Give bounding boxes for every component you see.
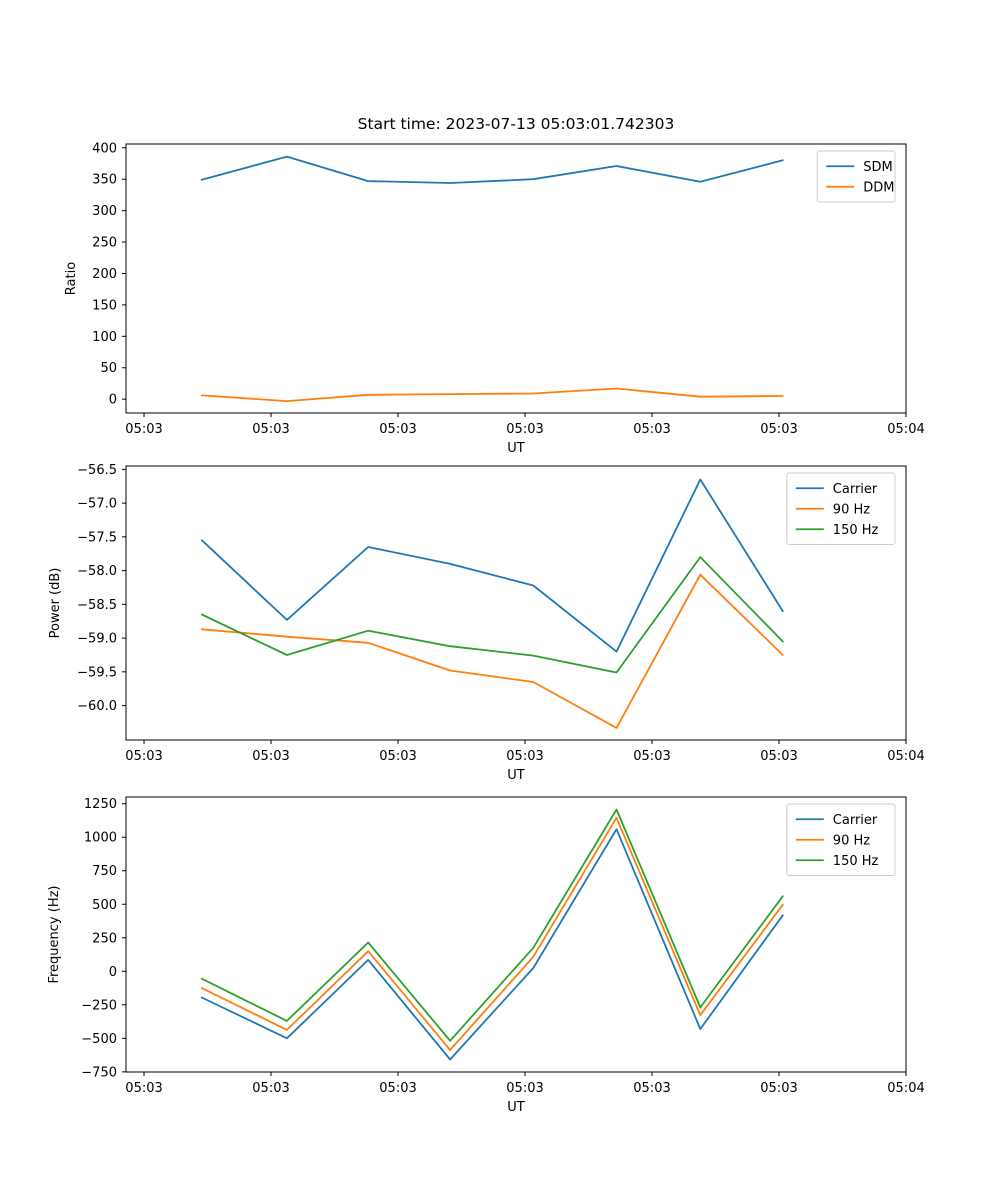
y-tick-label: −56.5	[77, 462, 117, 478]
series-line-carrier	[202, 480, 783, 652]
x-tick-label: 05:03	[633, 749, 671, 764]
x-tick-label: 05:03	[760, 422, 798, 437]
x-tick-label: 05:03	[252, 1081, 290, 1096]
axes-border-0	[126, 144, 906, 413]
y-tick-label: 500	[92, 897, 117, 913]
legend-label-carrier: Carrier	[832, 481, 878, 497]
y-tick-label: 1250	[83, 797, 117, 813]
legend-label-carrier: Carrier	[832, 812, 878, 828]
y-tick-label: −59.0	[77, 631, 117, 647]
y-tick-label: 250	[92, 235, 117, 251]
x-tick-label: 05:03	[760, 749, 798, 764]
x-tick-label: 05:03	[633, 422, 671, 437]
x-tick-label: 05:03	[252, 749, 290, 764]
y-tick-label: 0	[108, 964, 117, 980]
x-tick-label: 05:03	[506, 749, 544, 764]
y-tick-label: −250	[81, 998, 117, 1014]
y-tick-label: 350	[92, 172, 117, 188]
x-tick-label: 05:03	[379, 749, 417, 764]
y-tick-label: −57.0	[77, 496, 117, 512]
y-tick-label: −57.5	[77, 530, 117, 546]
legend-label-sdm: SDM	[863, 159, 893, 175]
y-tick-label: 750	[92, 864, 117, 880]
series-line-90-hz	[202, 818, 783, 1050]
series-line-carrier	[202, 829, 783, 1059]
x-axis-label: UT	[507, 1100, 525, 1115]
x-tick-label: 05:03	[379, 422, 417, 437]
x-tick-label: 05:03	[125, 749, 163, 764]
y-tick-label: 200	[92, 266, 117, 282]
x-tick-label: 05:03	[633, 1081, 671, 1096]
x-axis-label: UT	[507, 768, 525, 783]
legend-label-90-hz: 90 Hz	[832, 833, 871, 849]
x-tick-label: 05:03	[379, 1081, 417, 1096]
x-tick-label: 05:04	[887, 749, 925, 764]
legend-label-ddm: DDM	[863, 180, 895, 196]
y-tick-label: 300	[92, 204, 117, 220]
y-tick-label: 400	[92, 141, 117, 157]
legend-label-90-hz: 90 Hz	[832, 502, 871, 518]
series-line-ddm	[202, 389, 783, 402]
legend-label-150-hz: 150 Hz	[832, 853, 879, 869]
y-tick-label: 100	[92, 329, 117, 345]
y-tick-label: 250	[92, 931, 117, 947]
y-tick-label: −60.0	[77, 699, 117, 715]
y-tick-label: 150	[92, 298, 117, 314]
x-tick-label: 05:03	[125, 1081, 163, 1096]
y-tick-label: −58.5	[77, 597, 117, 613]
x-tick-label: 05:03	[506, 1081, 544, 1096]
x-tick-label: 05:03	[125, 422, 163, 437]
x-tick-label: 05:04	[887, 422, 925, 437]
y-axis-label: Frequency (Hz)	[47, 885, 62, 984]
y-tick-label: 50	[100, 361, 117, 377]
y-axis-label: Power (dB)	[48, 567, 63, 639]
chart-title: Start time: 2023-07-13 05:03:01.742303	[357, 115, 675, 133]
x-tick-label: 05:03	[506, 422, 544, 437]
x-tick-label: 05:03	[760, 1081, 798, 1096]
y-tick-label: 1000	[83, 830, 117, 846]
series-line-sdm	[202, 157, 783, 183]
y-tick-label: −59.5	[77, 665, 117, 681]
x-tick-label: 05:03	[252, 422, 290, 437]
legend-label-150-hz: 150 Hz	[832, 522, 879, 538]
y-tick-label: −500	[81, 1031, 117, 1047]
y-tick-label: −750	[81, 1065, 117, 1081]
x-tick-label: 05:04	[887, 1081, 925, 1096]
x-axis-label: UT	[507, 441, 525, 456]
y-axis-label: Ratio	[64, 261, 79, 296]
y-tick-label: 0	[108, 392, 117, 408]
y-tick-label: −58.0	[77, 564, 117, 580]
